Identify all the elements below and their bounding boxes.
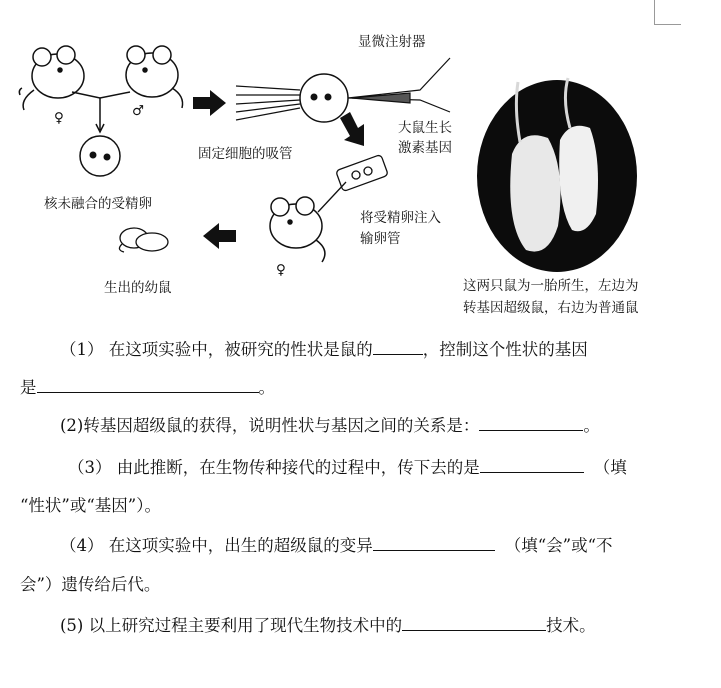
female-symbol-2: ♀ xyxy=(276,262,286,278)
experiment-figure xyxy=(0,0,721,325)
implant-tool-icon xyxy=(318,154,388,212)
pipette-icon xyxy=(236,86,300,120)
arrow-right-icon xyxy=(193,90,226,116)
q1-line2: 是 xyxy=(20,378,37,397)
question-4-line2 xyxy=(20,574,160,596)
arrow-down-icon xyxy=(340,112,364,146)
q3-blank[interactable] xyxy=(480,456,584,473)
q4-tail: （填“会”或“不 xyxy=(504,536,613,555)
egg-label: 核未融合的受精卵 xyxy=(44,196,152,212)
syringe-label: 显微注射器 xyxy=(358,34,426,50)
photo-caption-line2: 转基因超级鼠，右边为普通鼠 xyxy=(463,300,639,316)
q1-mid: ，控制这个性状的基因 xyxy=(422,340,588,359)
inject-label-line1: 将受精卵注入 xyxy=(360,210,441,226)
fertilized-egg-icon xyxy=(80,136,120,176)
q5-end: 技术。 xyxy=(546,616,596,635)
female-symbol-1: ♀ xyxy=(54,110,64,126)
photo-caption-line1: 这两只鼠为一胎所生，左边为 xyxy=(463,278,639,294)
inject-label-line2: 输卵管 xyxy=(360,231,401,247)
pipette-label: 固定细胞的吸管 xyxy=(198,146,293,162)
question-4-line1 xyxy=(60,534,613,557)
born-label: 生出的幼鼠 xyxy=(104,280,172,296)
arrow-left-icon xyxy=(203,223,236,249)
q5-text: (5) 以上研究过程主要利用了现代生物技术中的 xyxy=(60,616,403,635)
male-symbol: ♂ xyxy=(132,103,145,119)
q5-blank[interactable] xyxy=(402,614,546,631)
q1-text: （1） 在这项实验中，被研究的性状是鼠的 xyxy=(60,340,373,359)
q1-blank-1[interactable] xyxy=(373,338,423,355)
question-1-line2 xyxy=(20,376,275,399)
mice-photo xyxy=(477,78,637,272)
question-3-line2 xyxy=(20,495,161,517)
q3-line2: “性状”或“基因”）。 xyxy=(20,496,161,515)
q1-blank-2[interactable] xyxy=(37,376,259,393)
q2-end: 。 xyxy=(583,416,600,435)
q4-text: （4） 在这项实验中，出生的超级鼠的变异 xyxy=(60,536,373,555)
gene-label-line1: 大鼠生长 xyxy=(398,120,452,136)
baby-mice-icon xyxy=(119,228,168,252)
q3-text: （3） 由此推断，在生物传种接代的过程中，传下去的是 xyxy=(68,458,480,477)
injected-egg-icon xyxy=(300,74,348,122)
gene-label-line2: 激素基因 xyxy=(398,140,452,156)
q1-end: 。 xyxy=(258,378,275,397)
recipient-mouse-icon xyxy=(270,197,325,262)
female-mouse-icon xyxy=(19,46,84,110)
q4-line2: 会”）遗传给后代。 xyxy=(20,575,161,594)
q3-tail: （填 xyxy=(593,458,627,477)
q4-blank[interactable] xyxy=(373,534,495,551)
question-2 xyxy=(60,414,600,437)
male-mouse-icon xyxy=(126,46,183,108)
question-1-line1 xyxy=(60,338,588,361)
question-5 xyxy=(60,614,596,637)
q2-blank[interactable] xyxy=(479,414,583,431)
question-3-line1 xyxy=(68,456,627,479)
syringe-icon xyxy=(348,58,450,112)
q2-text: (2)转基因超级鼠的获得，说明性状与基因之间的关系是： xyxy=(60,416,480,435)
